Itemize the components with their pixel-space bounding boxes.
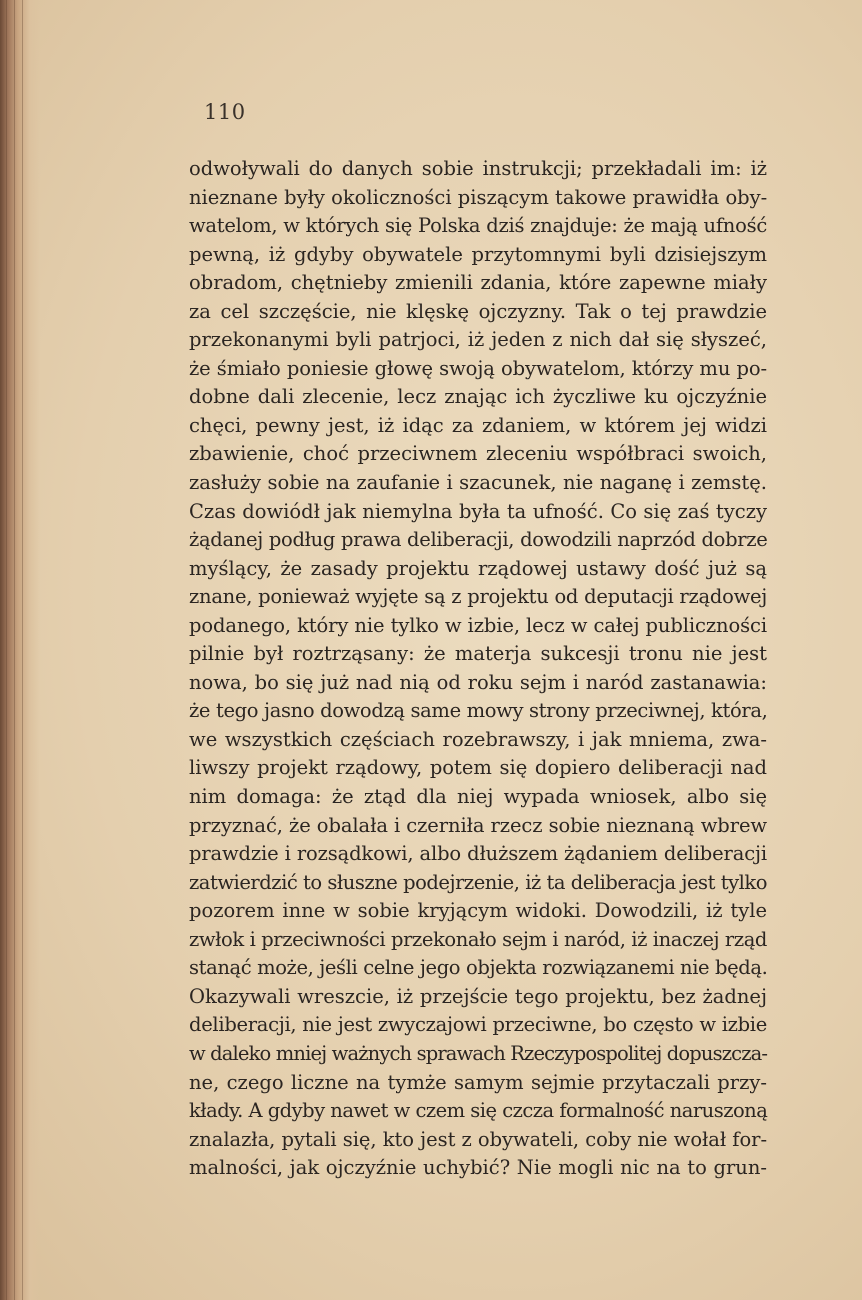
page-number: 110 xyxy=(204,100,246,124)
text-line: pilnie był roztrząsany: że materja sukcesji tronu nie jest xyxy=(189,642,767,666)
text-line: znane, ponieważ wyjęte są z projektu od deputacji rządowej xyxy=(189,585,768,609)
text-line: Czas dowiódł jak niemylna była ta ufność. Co się zaś tyczy xyxy=(189,499,767,523)
text-line: zasłuży sobie na zaufanie i szacunek, nie naganę i zemstę. xyxy=(189,471,767,495)
text-line: stanąć może, jeśli celne jego objekta rozwiązanemi nie będą. xyxy=(189,956,768,980)
text-line: pewną, iż gdyby obywatele przytomnymi byli dzisiejszym xyxy=(189,242,767,266)
text-line: żądanej podług prawa deliberacji, dowodzili naprzód dobrze xyxy=(189,528,768,552)
text-line: chęci, pewny jest, iż idąc za zdaniem, w którem jej widzi xyxy=(189,413,767,437)
text-line: liwszy projekt rządowy, potem się dopiero deliberacji nad xyxy=(189,756,767,780)
text-line: Okazywali wreszcie, iż przejście tego projektu, bez żadnej xyxy=(189,984,767,1008)
text-line: za cel szczęście, nie klęskę ojczyzny. Tak o tej prawdzie xyxy=(189,299,767,323)
body-text xyxy=(189,155,767,1183)
text-line: że śmiało poniesie głowę swoją obywatelom, którzy mu po- xyxy=(189,356,767,380)
text-line: nieznane były okoliczności piszącym takowe prawidła oby- xyxy=(189,185,768,209)
text-line: ne, czego liczne na tymże samym sejmie przytaczali przy- xyxy=(189,1070,767,1094)
text-line: dobne dali zlecenie, lecz znając ich życzliwe ku ojczyźnie xyxy=(189,385,767,409)
text-line: we wszystkich częściach rozebrawszy, i jak mniema, zwa- xyxy=(189,727,767,751)
text-line: prawdzie i rozsądkowi, albo dłuższem żądaniem deliberacji xyxy=(189,842,767,866)
spine-crease xyxy=(14,0,15,1300)
text-line: znalazła, pytali się, kto jest z obywateli, coby nie wołał for- xyxy=(189,1127,767,1151)
spine-crease xyxy=(6,0,7,1300)
text-line: deliberacji, nie jest zwyczajowi przeciwne, bo często w izbie xyxy=(189,1013,767,1037)
spine-crease xyxy=(22,0,23,1300)
text-line: przekonanymi byli patrjoci, iż jeden z nich dał się słyszeć, xyxy=(189,328,767,352)
text-line: odwoływali do danych sobie instrukcji; przekładali im: iż xyxy=(189,157,767,180)
text-line: w daleko mniej ważnych sprawach Rzeczypospolitej dopuszcza- xyxy=(189,1041,768,1065)
text-line: watelom, w których się Polska dziś znajduje: że mają ufność xyxy=(189,214,767,238)
text-line: nowa, bo się już nad nią od roku sejm i naród zastanawia: xyxy=(189,670,767,694)
text-line: zatwierdzić to słuszne podejrzenie, iż ta deliberacja jest tylko xyxy=(189,870,767,894)
text-line: podanego, który nie tylko w izbie, lecz w całej publiczności xyxy=(189,613,767,637)
text-line: pozorem inne w sobie kryjącym widoki. Dowodzili, iż tyle xyxy=(189,899,767,923)
text-line: obradom, chętnieby zmienili zdania, które zapewne miały xyxy=(189,271,767,295)
text-line: kłady. A gdyby nawet w czem się czcza formalność naruszoną xyxy=(189,1099,768,1123)
text-line: zwłok i przeciwności przekonało sejm i naród, iż inaczej rząd xyxy=(189,927,767,951)
text-line: zbawienie, choć przeciwnem zleceniu współbraci swoich, xyxy=(189,442,767,466)
text-line: nim domaga: że ztąd dla niej wypada wniosek, albo się xyxy=(189,785,767,809)
text-line: myślący, że zasady projektu rządowej ustawy dość już są xyxy=(189,556,767,580)
text-line: przyznać, że obalała i czerniła rzecz sobie nieznaną wbrew xyxy=(189,813,767,837)
text-line: malności, jak ojczyźnie uchybić? Nie mogli nic na to grun- xyxy=(189,1156,767,1180)
text-line: że tego jasno dowodzą same mowy strony przeciwnej, która, xyxy=(189,699,768,723)
